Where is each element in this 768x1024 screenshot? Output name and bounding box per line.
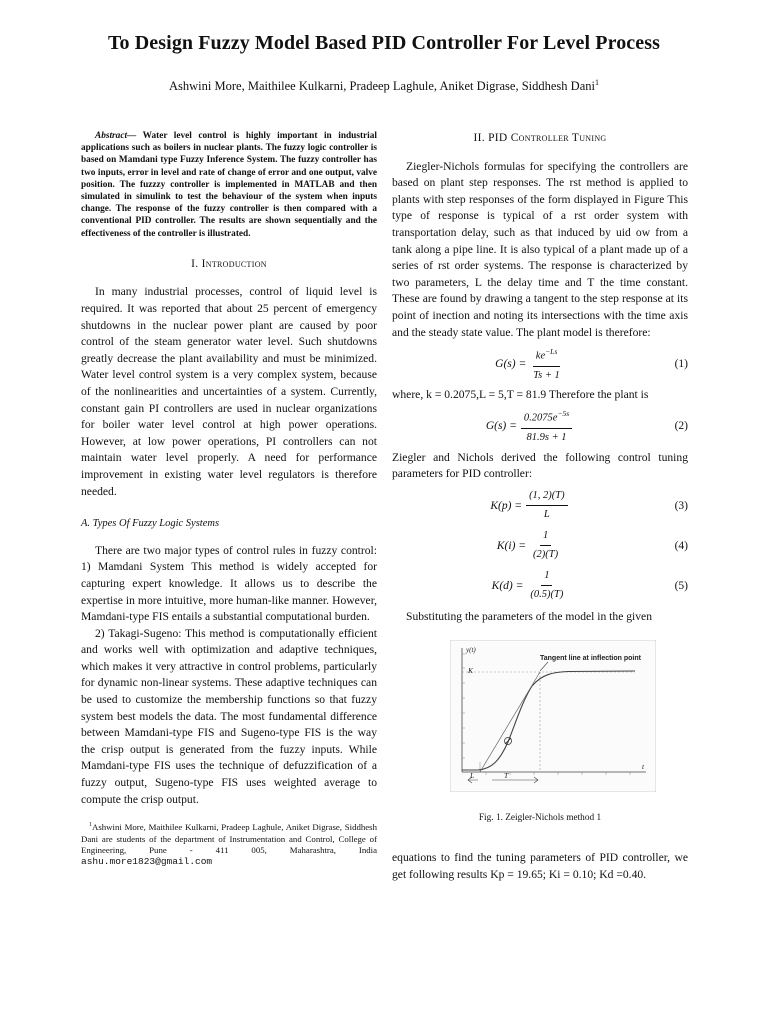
eq-numerator: 1: [541, 568, 552, 587]
results-paragraph: equations to find the tuning parameters of PID controller, we get following results Kp = 19.65; Ki = 0.10; Kd =0.40.: [392, 851, 688, 881]
author-list: [0, 78, 768, 94]
time-axis-label: t: [642, 761, 645, 771]
k-label: K: [468, 665, 474, 675]
section-number: II.: [473, 132, 485, 144]
step-response-plot: [450, 640, 656, 792]
equation-number: (5): [674, 579, 688, 592]
types-paragraph-2: 2) Takagi-Sugeno: This method is computationally efficient and works well with optimization and adaptive techniques, which makes it very attractive in control problems, particularly for dynamic non-linear systems. These adaptive techniques can be used to customize the membership functions so that fuzzy system best models the data. The most fundamental difference between Mamdani-type FIS and Sugeno-type FIS is the way the crisp output is generated from the fuzzy inputs. While Mamdani-type FIS uses the technique of defuzzification of a fuzzy output, Sugeno-type FIS uses weighted average to compute the crisp output.: [81, 626, 377, 806]
abstract: [81, 130, 377, 240]
delay-label: L: [470, 770, 475, 780]
section-name: Introduction: [201, 257, 267, 270]
equation-5: [392, 569, 688, 603]
y-axis-label: y(t): [466, 645, 476, 654]
authors-text: Ashwini More, Maithilee Kulkarni, Pradeep Laghule, Aniket Digrase, Siddhesh Dani: [169, 79, 595, 94]
eq-numerator: 0.2075e: [523, 412, 558, 424]
equation-1: [392, 347, 688, 381]
equation-4: [392, 529, 688, 563]
time-constant-label: T: [504, 770, 509, 780]
equation-3: [392, 489, 688, 523]
where-paragraph: where, k = 0.2075,L = 5,T = 81.9 Therefore the plant is: [392, 388, 649, 402]
author-email: ashu.more1823@gmail.com: [81, 856, 213, 868]
zn-derived-paragraph: Ziegler and Nichols derived the following control tuning parameters for PID controller:: [392, 450, 688, 481]
eq-lhs: K(p) =: [490, 499, 523, 512]
equation-2: [392, 410, 688, 444]
eq-denominator: Ts + 1: [533, 369, 560, 381]
zn-paragraph: Ziegler-Nichols formulas for specifying the controllers are based on plant step responses. The rst method is applied to plants with step responses of the form displayed in Figure This type of response is typical of a rst order system with transportation delay, such as that induced by uid ow from a tank along a pipe line. It is also typical of a plant made up of a series of rst order systems. The response is characterized by two parameters, L the delay time and T the time constant. These are found by drawing a tangent to the step response at its point of inection and noting its intersections with the time axis and the steady state value. The plant model is therefore:: [392, 159, 688, 339]
equation-number: (4): [674, 539, 688, 552]
eq-lhs: K(d) =: [491, 579, 524, 592]
equation-number: (2): [674, 420, 688, 433]
eq-lhs: K(i) =: [496, 539, 527, 552]
footnote-text: Ashwini More, Maithilee Kulkarni, Pradeep Laghule, Aniket Digrase, Siddhesh Dani are students of the department of Instrumentation and Control, College of Engineering, Pune - 411 005, Maharashtra, India: [81, 822, 377, 855]
figure-step-response: [450, 640, 656, 792]
abstract-text: Water level control is highly important in industrial applications such as boilers in nuclear plants. The fuzzy logic controller is based on Mamdani type Fuzzy Inference System. The fuzzy controller has two inputs, error in level and rate of change of error and one output, valve position. The fuzzzy controller is implemented in MATLAB and then simulated in simulink to test the behaviour of the system when inputs change. The response of the fuzzy controller is then compared with a conventional PID controller. The results are shown sequentially and the effectiveness of the controller is illustrated.: [81, 131, 377, 239]
eq-denominator: 81.9s + 1: [526, 432, 567, 444]
eq-denominator: (2)(T): [533, 549, 559, 561]
substituting-paragraph: Substituting the parameters of the model in the given: [406, 609, 652, 623]
subsection-heading-fuzzy-types: A. Types Of Fuzzy Logic Systems: [81, 518, 220, 530]
abstract-label: Abstract—: [95, 131, 137, 141]
eq-exponent: −Ls: [545, 346, 558, 356]
eq-denominator: L: [543, 509, 550, 521]
author-footnote: [81, 820, 377, 868]
figure-caption: Fig. 1. Zeigler-Nichols method 1: [478, 812, 602, 823]
eq-numerator: ke: [535, 350, 546, 362]
right-column: [392, 130, 688, 883]
section-number: I.: [191, 257, 199, 270]
tangent-label: Tangent line at inflection point: [540, 654, 641, 662]
left-column: [81, 130, 377, 868]
eq-lhs: G(s) =: [485, 420, 517, 433]
section-heading-pid-tuning: [392, 130, 688, 147]
eq-lhs: G(s) =: [495, 357, 527, 370]
footnote-mark: 1: [89, 822, 92, 829]
paper-title: To Design Fuzzy Model Based PID Controller For Level Process: [107, 32, 661, 54]
author-footnote-mark: 1: [594, 78, 599, 87]
eq-denominator: (0.5)(T): [530, 589, 564, 601]
equation-number: (1): [674, 357, 688, 370]
section-heading-introduction: [81, 256, 377, 273]
eq-exponent: −5s: [557, 409, 570, 419]
section-name: PID Controller Tuning: [488, 132, 607, 144]
intro-paragraph: In many industrial processes, control of liquid level is required. It was reported that about 25 percent of emergency shutdowns in the nuclear power plant are caused by poor control of the steam generator water level. Such shutdowns greatly decrease the plant availability and must be minimized. Water level control system is a very complex system, because of the nonlinearities and uncertainties of a system. Currently, constant gain PI controllers are used in nuclear organizations for boiler water level control at high power operations. However, at low power operations, PI controllers can not maintain water level properly. A need for performance improvement in existing water level regulators is therefore needed.: [81, 285, 377, 498]
equation-number: (3): [674, 499, 688, 512]
types-paragraph-1: There are two major types of control rules in fuzzy control: 1) Mamdani System This method is widely accepted for capturing expert knowledge. It allows us to describe the expertise in more intuitive, more human-like manner. However, Mamdani-type FIS entails a substantial computational burden.: [81, 543, 377, 624]
eq-numerator: (1, 2)(T): [526, 488, 568, 507]
eq-numerator: 1: [540, 528, 551, 547]
